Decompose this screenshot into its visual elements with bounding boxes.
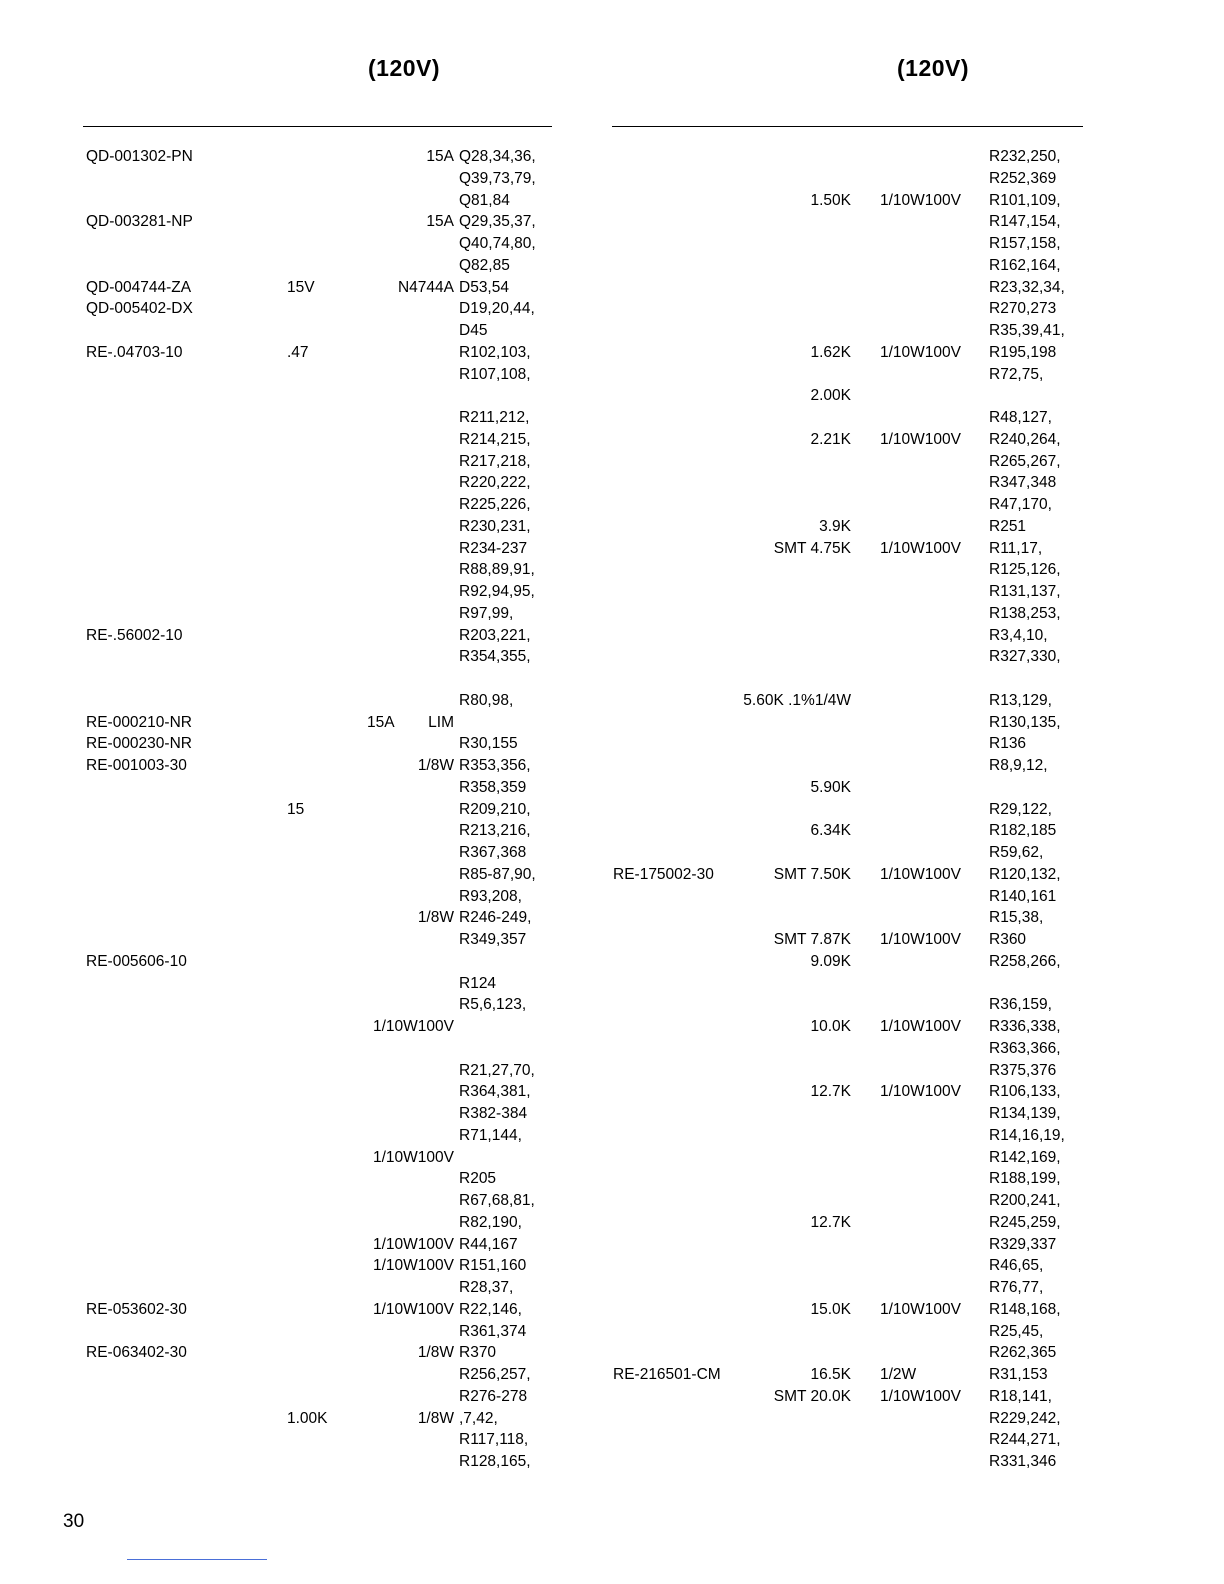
right-row-ref-designators: R11,17, bbox=[989, 539, 1043, 557]
left-row-part-number: QD-005402-DX bbox=[86, 300, 193, 318]
right-row-value: 15.0K bbox=[810, 1300, 851, 1318]
left-row-part-number: QD-001302-PN bbox=[86, 148, 193, 165]
right-row-ref-designators: R36,159, bbox=[989, 996, 1052, 1014]
left-row-rating: 1/8W bbox=[417, 757, 454, 774]
left-row-part-number: QD-004744-ZA bbox=[86, 278, 192, 296]
left-row-part-number: RE-063402-30 bbox=[86, 1344, 187, 1362]
left-row-ref-designators: R71,144, bbox=[459, 1126, 522, 1144]
right-row-ref-designators: R8,9,12, bbox=[989, 757, 1048, 774]
right-row-value: 9.09K bbox=[810, 952, 851, 970]
left-row-rating: 15A LIM bbox=[366, 713, 454, 731]
left-row-rating: 1/10W100V bbox=[373, 1235, 454, 1253]
left-row-rating: 1/8W bbox=[417, 1344, 454, 1362]
right-row-value: SMT 4.75K bbox=[773, 539, 851, 557]
right-row-value: 5.90K bbox=[810, 778, 851, 796]
left-row-ref-designators: R88,89,91, bbox=[459, 561, 535, 579]
right-row-ref-designators: R142,169, bbox=[989, 1148, 1061, 1166]
left-row-ref-designators: Q40,74,80, bbox=[459, 235, 536, 252]
right-row-value: SMT 20.0K bbox=[773, 1387, 851, 1405]
left-row-ref-designators: R370 bbox=[459, 1344, 497, 1362]
left-row-value: 1.00K bbox=[287, 1409, 328, 1427]
left-row-ref-designators: R349,357 bbox=[459, 931, 527, 948]
right-row-ref-designators: R200,241, bbox=[989, 1192, 1061, 1209]
right-row-ref-designators: R244,271, bbox=[989, 1431, 1061, 1449]
right-row-ref-designators: R270,273 bbox=[989, 300, 1057, 318]
right-row-ref-designators: R130,135, bbox=[989, 713, 1061, 731]
right-row-ref-designators: R35,39,41, bbox=[989, 322, 1065, 339]
right-row-rating: 1/10W100V bbox=[880, 931, 961, 948]
left-row-part-number: RE-.04703-10 bbox=[86, 343, 183, 361]
left-row-ref-designators: R97,99, bbox=[459, 604, 514, 622]
right-row-ref-designators: R76,77, bbox=[989, 1279, 1044, 1296]
left-row-ref-designators: R102,103, bbox=[459, 343, 531, 361]
right-row-ref-designators: R229,242, bbox=[989, 1409, 1061, 1427]
left-row-ref-designators: R30,155 bbox=[459, 735, 518, 753]
left-row-ref-designators: R21,27,70, bbox=[459, 1061, 535, 1079]
right-row-rating: 1/10W100V bbox=[880, 430, 961, 448]
right-row-ref-designators: R265,267, bbox=[989, 452, 1061, 470]
left-row-ref-designators: R44,167 bbox=[459, 1235, 518, 1253]
left-row-rating: 1/8W bbox=[417, 1409, 454, 1427]
left-row-rating: 1/10W100V bbox=[373, 1300, 454, 1318]
left-row-ref-designators: R22,146, bbox=[459, 1300, 522, 1318]
right-row-value: 5.60K .1%1/4W bbox=[743, 691, 851, 709]
right-row-value: 1.50K bbox=[810, 191, 851, 209]
right-row-ref-designators: R29,122, bbox=[989, 800, 1052, 818]
left-row-ref-designators: R107,108, bbox=[459, 365, 531, 383]
left-row-ref-designators: R82,190, bbox=[459, 1213, 522, 1231]
right-row-ref-designators: R48,127, bbox=[989, 409, 1052, 426]
right-row-ref-designators: R46,65, bbox=[989, 1257, 1044, 1275]
left-row-rating: 1/10W100V bbox=[373, 1148, 454, 1166]
left-row-ref-designators: R220,222, bbox=[459, 474, 531, 492]
right-row-ref-designators: R329,337 bbox=[989, 1235, 1057, 1253]
right-row-ref-designators: R14,16,19, bbox=[989, 1126, 1065, 1144]
right-row-ref-designators: R336,338, bbox=[989, 1018, 1061, 1035]
left-row-ref-designators: D19,20,44, bbox=[459, 300, 535, 318]
right-row-value: 2.21K bbox=[810, 430, 851, 448]
left-row-ref-designators: ,7,42, bbox=[459, 1409, 498, 1427]
left-row-ref-designators: R93,208, bbox=[459, 887, 522, 905]
right-row-ref-designators: R59,62, bbox=[989, 844, 1044, 861]
left-row-ref-designators: Q39,73,79, bbox=[459, 169, 536, 187]
right-row-ref-designators: R162,164, bbox=[989, 256, 1061, 274]
left-row-ref-designators: R117,118, bbox=[459, 1431, 529, 1449]
left-row-ref-designators: Q28,34,36, bbox=[459, 148, 536, 165]
right-row-value: SMT 7.50K bbox=[773, 865, 851, 883]
right-row-ref-designators: R157,158, bbox=[989, 235, 1061, 252]
left-row-part-number: RE-.56002-10 bbox=[86, 626, 183, 644]
left-row-ref-designators: Q81,84 bbox=[459, 191, 510, 209]
right-row-ref-designators: R101,109, bbox=[989, 191, 1061, 209]
right-row-rating: 1/2W bbox=[880, 1366, 917, 1383]
right-row-ref-designators: R252,369 bbox=[989, 169, 1057, 187]
right-row-value: 12.7K bbox=[810, 1213, 851, 1231]
right-header: (120V) bbox=[897, 55, 970, 81]
right-row-ref-designators: R47,170, bbox=[989, 496, 1052, 513]
left-row-ref-designators: R246-249, bbox=[459, 909, 532, 927]
left-row-ref-designators: R382-384 bbox=[459, 1105, 528, 1122]
right-row-rating: 1/10W100V bbox=[880, 865, 961, 883]
right-row-ref-designators: R131,137, bbox=[989, 583, 1061, 600]
right-row-ref-designators: R136 bbox=[989, 735, 1027, 753]
right-row-ref-designators: R138,253, bbox=[989, 604, 1061, 622]
right-row-ref-designators: R251 bbox=[989, 517, 1027, 535]
right-row-ref-designators: R18,141, bbox=[989, 1387, 1052, 1405]
left-row-rating: N4744A bbox=[397, 278, 454, 296]
right-row-rating: 1/10W100V bbox=[880, 1083, 961, 1101]
right-row-ref-designators: R195,198 bbox=[989, 343, 1057, 361]
left-row-ref-designators: R211,212, bbox=[459, 409, 530, 426]
left-row-ref-designators: R353,356, bbox=[459, 757, 531, 774]
left-row-ref-designators: R205 bbox=[459, 1170, 497, 1188]
right-row-ref-designators: R31,153 bbox=[989, 1366, 1048, 1383]
right-row-ref-designators: R360 bbox=[989, 931, 1027, 948]
left-row-ref-designators: D45 bbox=[459, 322, 488, 339]
left-row-rating: 15A bbox=[426, 213, 454, 231]
right-row-ref-designators: R23,32,34, bbox=[989, 278, 1065, 296]
right-row-ref-designators: R262,365 bbox=[989, 1344, 1057, 1362]
left-row-ref-designators: R67,68,81, bbox=[459, 1192, 535, 1209]
left-row-ref-designators: R358,359 bbox=[459, 778, 527, 796]
left-row-part-number: RE-001003-30 bbox=[86, 757, 187, 774]
right-row-ref-designators: R240,264, bbox=[989, 430, 1061, 448]
left-row-ref-designators: R234-237 bbox=[459, 539, 528, 557]
right-row-rating: 1/10W100V bbox=[880, 1387, 961, 1405]
left-row-ref-designators: D53,54 bbox=[459, 278, 509, 296]
left-row-ref-designators: R230,231, bbox=[459, 517, 531, 535]
right-row-ref-designators: R134,139, bbox=[989, 1105, 1061, 1122]
right-row-ref-designators: R106,133, bbox=[989, 1083, 1061, 1101]
left-row-part-number: RE-053602-30 bbox=[86, 1300, 187, 1318]
left-row-ref-designators: R364,381, bbox=[459, 1083, 531, 1101]
left-row-part-number: RE-000230-NR bbox=[86, 735, 192, 753]
right-row-value: 2.00K bbox=[810, 387, 851, 405]
right-row-ref-designators: R347,348 bbox=[989, 474, 1057, 492]
left-row-ref-designators: R361,374 bbox=[459, 1322, 527, 1340]
right-rule bbox=[612, 126, 1083, 127]
right-row-part-number: RE-216501-CM bbox=[613, 1366, 721, 1383]
right-row-ref-designators: R245,259, bbox=[989, 1213, 1061, 1231]
right-row-ref-designators: R331,346 bbox=[989, 1453, 1057, 1470]
right-row-ref-designators: R258,266, bbox=[989, 952, 1061, 970]
right-row-ref-designators: R363,366, bbox=[989, 1039, 1061, 1057]
left-row-part-number: RE-005606-10 bbox=[86, 952, 187, 970]
left-header: (120V) bbox=[368, 55, 441, 81]
left-row-ref-designators: R5,6,123, bbox=[459, 996, 527, 1014]
right-row-rating: 1/10W100V bbox=[880, 1300, 961, 1318]
left-row-ref-designators: R80,98, bbox=[459, 691, 514, 709]
left-row-ref-designators: R225,226, bbox=[459, 496, 531, 513]
right-row-value: 3.9K bbox=[819, 517, 851, 535]
right-row-ref-designators: R375,376 bbox=[989, 1061, 1057, 1079]
right-row-value: 12.7K bbox=[810, 1083, 851, 1101]
right-row-value: 16.5K bbox=[810, 1366, 851, 1383]
right-row-value: SMT 7.87K bbox=[773, 931, 851, 948]
right-row-ref-designators: R15,38, bbox=[989, 909, 1044, 927]
left-row-ref-designators: R124 bbox=[459, 974, 497, 992]
right-row-rating: 1/10W100V bbox=[880, 1018, 961, 1035]
right-row-ref-designators: R148,168, bbox=[989, 1300, 1061, 1318]
left-row-ref-designators: R256,257, bbox=[459, 1366, 531, 1383]
left-row-ref-designators: R128,165, bbox=[459, 1453, 531, 1470]
right-row-ref-designators: R182,185 bbox=[989, 822, 1057, 840]
footer-link-underline bbox=[127, 1559, 267, 1560]
right-row-value: 6.34K bbox=[810, 822, 851, 840]
right-row-ref-designators: R25,45, bbox=[989, 1322, 1044, 1340]
left-row-ref-designators: Q82,85 bbox=[459, 256, 510, 274]
right-row-ref-designators: R13,129, bbox=[989, 691, 1052, 709]
left-row-ref-designators: R151,160 bbox=[459, 1257, 527, 1275]
left-row-value: 15V bbox=[287, 278, 315, 296]
right-row-ref-designators: R147,154, bbox=[989, 213, 1061, 231]
right-row-ref-designators: R188,199, bbox=[989, 1170, 1061, 1188]
left-row-ref-designators: R217,218, bbox=[459, 452, 531, 470]
left-row-ref-designators: R85-87,90, bbox=[459, 865, 536, 883]
right-row-ref-designators: R120,132, bbox=[989, 865, 1061, 883]
right-row-value: 10.0K bbox=[810, 1018, 851, 1035]
left-row-ref-designators: R203,221, bbox=[459, 626, 531, 644]
left-row-ref-designators: Q29,35,37, bbox=[459, 213, 536, 231]
left-row-part-number: RE-000210-NR bbox=[86, 713, 192, 731]
right-row-ref-designators: R72,75, bbox=[989, 365, 1044, 383]
left-row-ref-designators: R92,94,95, bbox=[459, 583, 535, 600]
left-row-rating: 1/10W100V bbox=[373, 1257, 454, 1275]
right-row-part-number: RE-175002-30 bbox=[613, 865, 714, 883]
left-row-ref-designators: R276-278 bbox=[459, 1387, 528, 1405]
page-number: 30 bbox=[63, 1511, 85, 1532]
right-row-ref-designators: R327,330, bbox=[989, 648, 1061, 666]
left-row-rating: 15A bbox=[426, 148, 454, 165]
left-row-ref-designators: R28,37, bbox=[459, 1279, 514, 1296]
right-row-value: 1.62K bbox=[810, 343, 851, 361]
right-row-ref-designators: R125,126, bbox=[989, 561, 1061, 579]
left-row-rating: 1/10W100V bbox=[373, 1018, 454, 1035]
left-row-ref-designators: R209,210, bbox=[459, 800, 531, 818]
right-row-ref-designators: R232,250, bbox=[989, 148, 1061, 165]
left-rule bbox=[83, 126, 552, 127]
right-row-rating: 1/10W100V bbox=[880, 343, 961, 361]
left-row-ref-designators: R367,368 bbox=[459, 844, 527, 861]
left-row-value: 15 bbox=[287, 800, 305, 818]
right-row-ref-designators: R3,4,10, bbox=[989, 626, 1048, 644]
left-row-ref-designators: R213,216, bbox=[459, 822, 531, 840]
right-row-ref-designators: R140,161 bbox=[989, 887, 1057, 905]
left-row-value: .47 bbox=[287, 343, 309, 361]
right-row-rating: 1/10W100V bbox=[880, 539, 961, 557]
left-row-rating: 1/8W bbox=[417, 909, 454, 927]
right-row-rating: 1/10W100V bbox=[880, 191, 961, 209]
left-row-ref-designators: R214,215, bbox=[459, 430, 531, 448]
left-row-ref-designators: R354,355, bbox=[459, 648, 531, 666]
left-row-part-number: QD-003281-NP bbox=[86, 213, 193, 231]
